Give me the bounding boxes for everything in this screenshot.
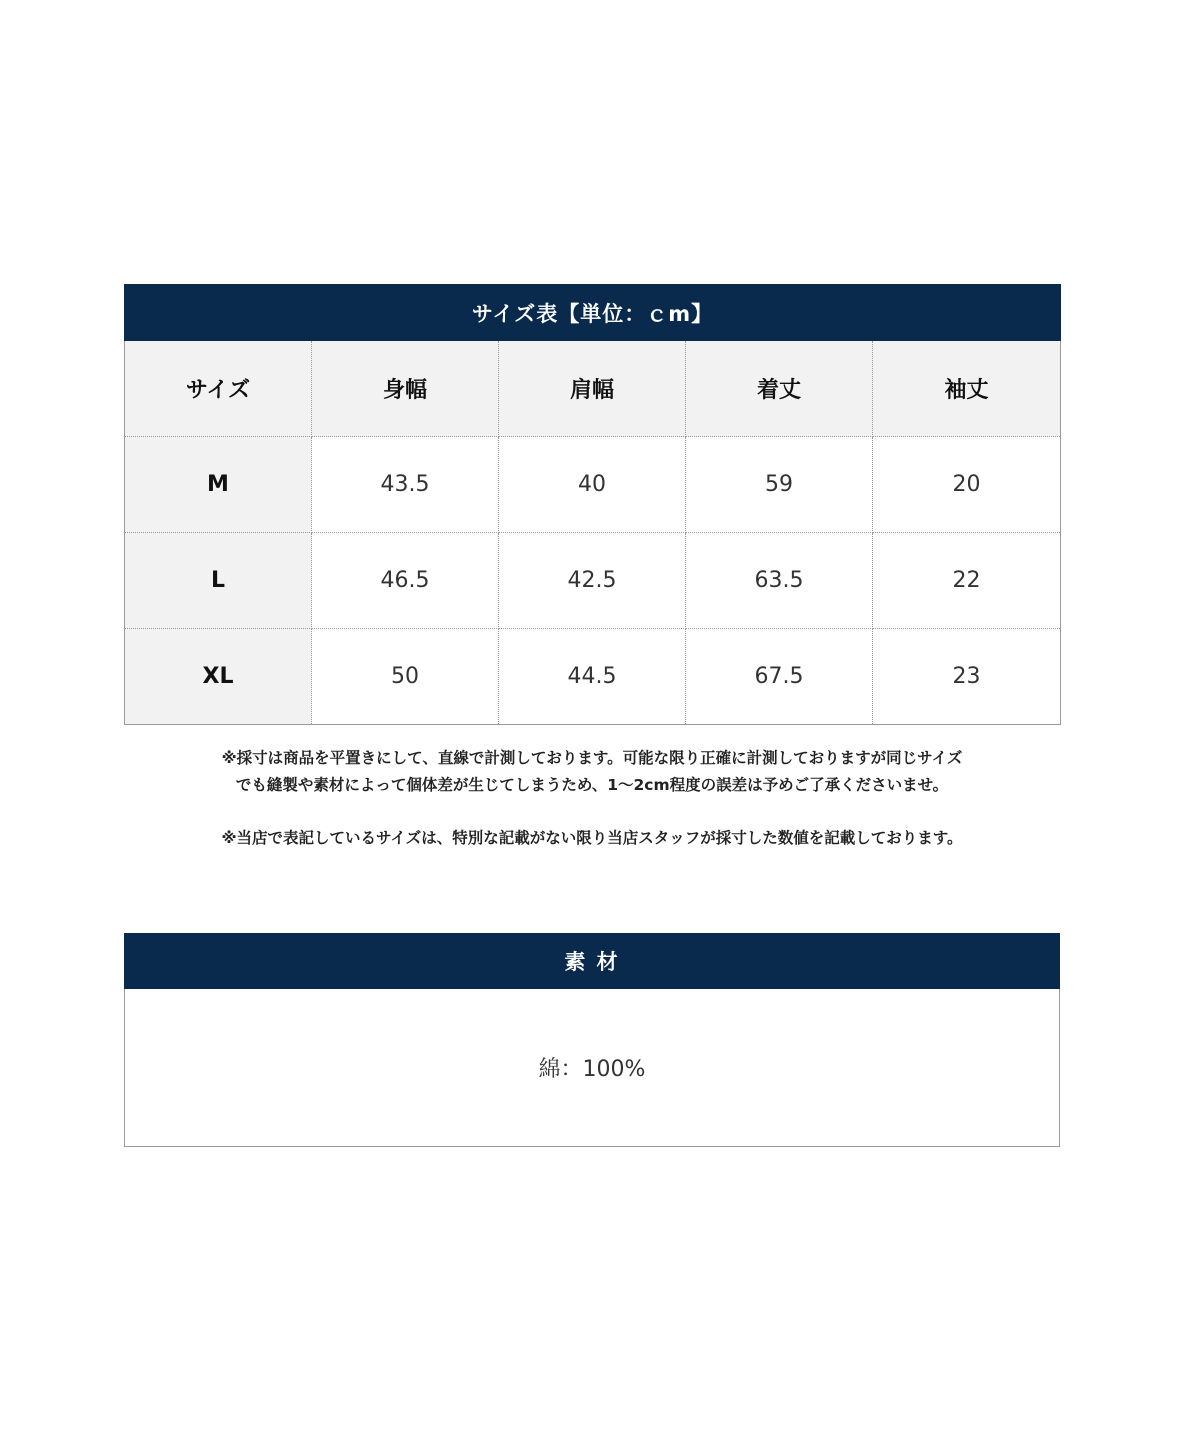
material-value: 綿：100% [538, 1057, 646, 1082]
table-cell: 59 [686, 437, 873, 533]
note-line: ※当店で表記しているサイズは、特別な記載がない限り当店スタッフが採寸した数値を記載しております。 [221, 829, 963, 847]
table-cell: 63.5 [686, 533, 873, 629]
table-cell: 67.5 [686, 629, 873, 725]
size-table-header-row [125, 341, 1061, 437]
table-cell: 43.5 [312, 437, 499, 533]
note-line: でも縫製や素材によって個体差が生じてしまうため、1～2cm程度の誤差は予めご了承くださいませ。 [235, 776, 949, 794]
measurement-notes [124, 745, 1060, 852]
table-row [125, 533, 1061, 629]
table-row [125, 437, 1061, 533]
column-header-length: 着丈 [686, 341, 873, 437]
table-row [125, 629, 1061, 725]
size-label: XL [125, 629, 312, 725]
size-label: L [125, 533, 312, 629]
column-header-shoulder-width: 肩幅 [499, 341, 686, 437]
material-title: 素 材 [124, 933, 1060, 989]
size-label: M [125, 437, 312, 533]
table-cell: 22 [873, 533, 1061, 629]
material-section [124, 933, 1060, 1147]
column-header-body-width: 身幅 [312, 341, 499, 437]
size-table-title: サイズ表【単位：ｃm】 [125, 285, 1061, 341]
note-line: ※採寸は商品を平置きにして、直線で計測しております。可能な限り正確に計測しておりますが同じサイズ [221, 749, 963, 767]
table-cell: 42.5 [499, 533, 686, 629]
size-table [124, 284, 1061, 725]
table-cell: 50 [312, 629, 499, 725]
table-cell: 23 [873, 629, 1061, 725]
table-cell: 46.5 [312, 533, 499, 629]
table-cell: 44.5 [499, 629, 686, 725]
table-cell: 20 [873, 437, 1061, 533]
column-header-size: サイズ [125, 341, 312, 437]
column-header-sleeve-length: 袖丈 [873, 341, 1061, 437]
table-cell: 40 [499, 437, 686, 533]
size-table-title-row [125, 285, 1061, 341]
